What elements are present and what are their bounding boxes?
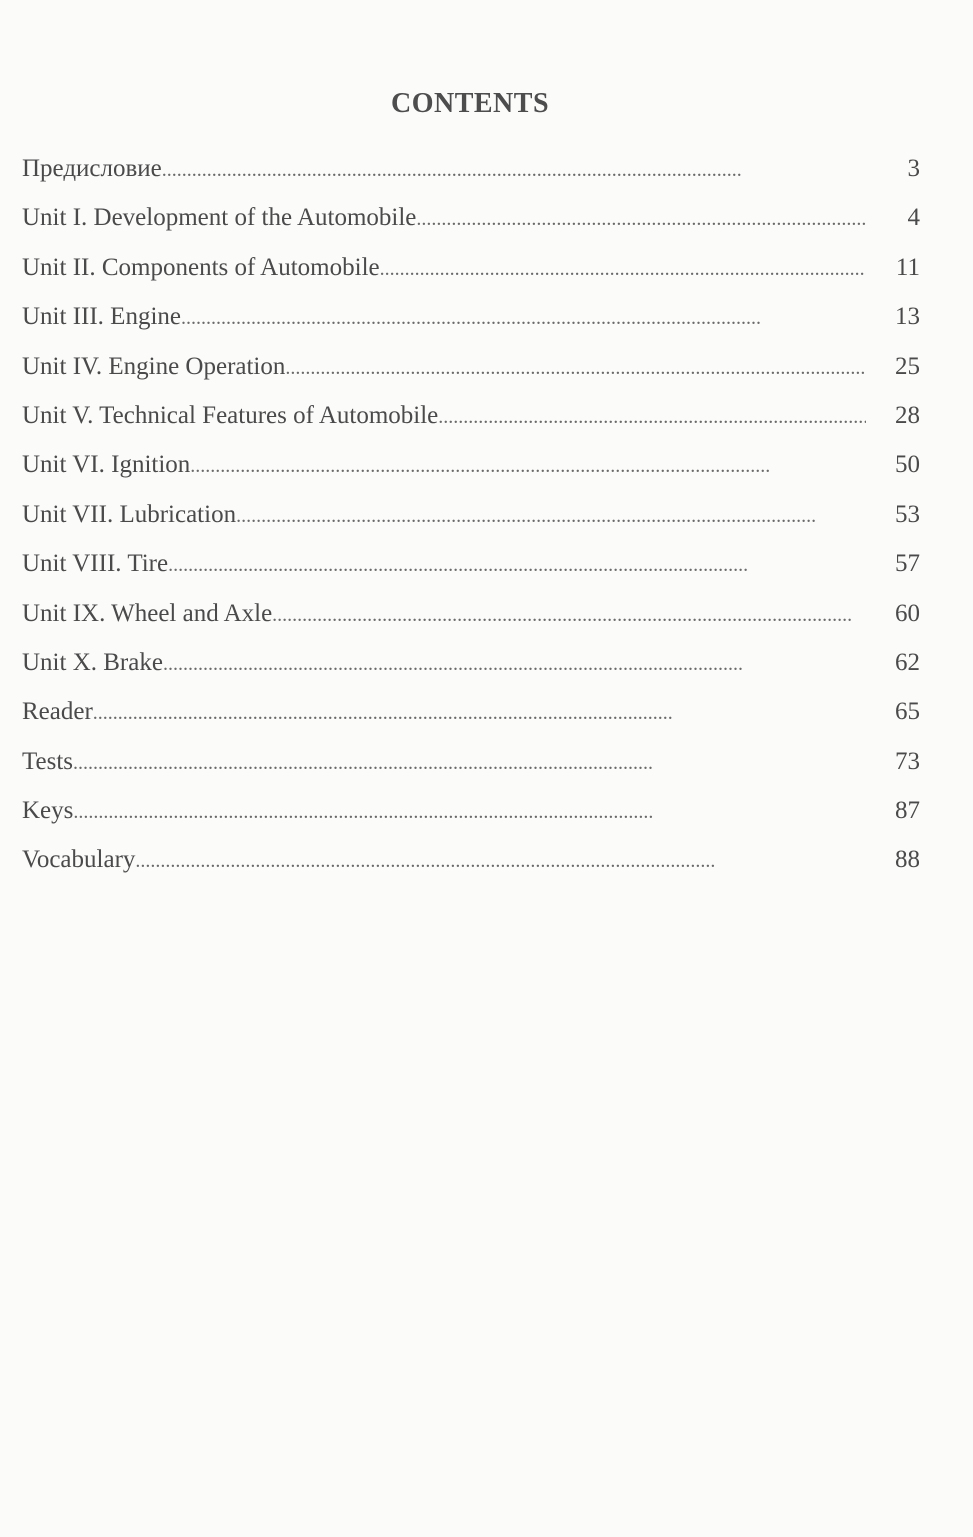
dot-leader <box>168 554 866 577</box>
dot-leader <box>93 702 866 725</box>
dot-leader <box>163 653 866 676</box>
toc-entry-page: 87 <box>895 797 920 825</box>
toc-entry <box>22 550 920 599</box>
dot-leader <box>73 801 866 824</box>
toc-entry-label: Keys <box>22 797 74 825</box>
toc-entry-page: 73 <box>895 747 920 775</box>
toc-entry <box>22 353 920 402</box>
dot-leader <box>73 752 866 775</box>
toc-entry-label: Unit I. Development of the Automobile <box>22 204 417 232</box>
toc-entry-page: 53 <box>895 500 920 528</box>
toc-entry-page: 3 <box>907 155 920 182</box>
toc-entry-label: Tests <box>22 747 74 775</box>
dot-leader <box>438 406 866 429</box>
toc-entry-label: Unit X. Brake <box>22 648 163 676</box>
toc-entry-page: 88 <box>895 846 920 874</box>
toc-entry <box>22 451 920 500</box>
toc-entry-page: 13 <box>895 303 920 331</box>
toc-entry-label: Unit IV. Engine Operation <box>22 352 286 380</box>
toc-entry <box>22 402 920 451</box>
toc-entry <box>22 698 920 747</box>
toc-entry <box>22 649 920 698</box>
dot-leader <box>416 208 866 231</box>
dot-leader <box>272 604 866 627</box>
toc-entry-page: 28 <box>895 401 920 429</box>
toc-entry-page: 60 <box>895 599 920 627</box>
toc-entry-label: Предисловие <box>22 155 162 182</box>
dot-leader <box>181 307 866 330</box>
toc-entry-label: Unit V. Technical Features of Automobile <box>22 401 439 429</box>
table-of-contents <box>22 155 920 896</box>
toc-entry-page: 62 <box>895 648 920 676</box>
dot-leader <box>236 505 866 528</box>
toc-entry <box>22 155 920 204</box>
dot-leader <box>285 357 866 380</box>
toc-entry <box>22 846 920 895</box>
toc-entry <box>22 501 920 550</box>
toc-entry-label: Reader <box>22 698 93 726</box>
dot-leader <box>162 159 866 182</box>
toc-entry <box>22 600 920 649</box>
toc-entry <box>22 797 920 846</box>
toc-entry <box>22 204 920 253</box>
toc-entry-page: 57 <box>895 550 920 578</box>
toc-entry <box>22 303 920 352</box>
dot-leader <box>190 455 866 478</box>
toc-entry-label: Unit VII. Lubrication <box>22 500 237 528</box>
page-title: CONTENTS <box>390 88 550 119</box>
toc-entry-page: 65 <box>895 698 920 726</box>
toc-entry-label: Unit IX. Wheel and Axle <box>22 599 273 627</box>
toc-entry-label: Vocabulary <box>22 846 136 874</box>
toc-entry <box>22 254 920 303</box>
dot-leader <box>135 850 866 873</box>
toc-entry-label: Unit III. Engine <box>22 303 181 331</box>
toc-entry-page: 11 <box>895 253 920 281</box>
toc-entry-page: 50 <box>895 451 920 479</box>
toc-entry-page: 25 <box>895 352 920 380</box>
toc-entry <box>22 748 920 797</box>
toc-entry-page: 4 <box>907 204 920 232</box>
toc-entry-label: Unit VI. Ignition <box>22 451 191 479</box>
toc-entry-label: Unit II. Components of Automobile <box>22 253 380 281</box>
toc-entry-label: Unit VIII. Tire <box>22 550 169 578</box>
dot-leader <box>380 258 866 281</box>
